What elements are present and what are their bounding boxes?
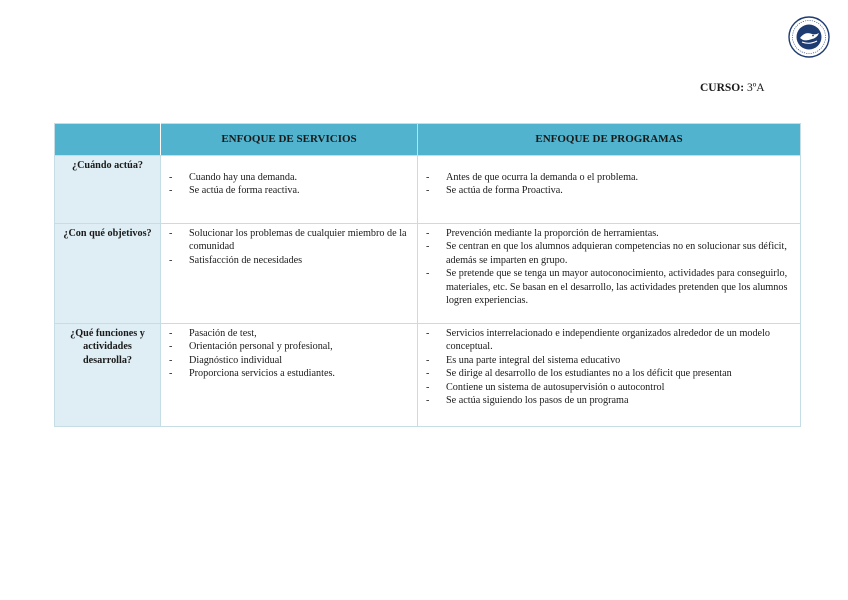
list-item: - Diagnóstico individual	[161, 354, 417, 367]
list-item: - Proporciona servicios a estudiantes.	[161, 367, 417, 380]
course-label-key: CURSO:	[700, 82, 745, 94]
list-item: - Solucionar los problemas de cualquier miembro de la comunidad	[161, 227, 417, 254]
header-servicios: ENFOQUE DE SERVICIOS	[161, 124, 418, 156]
table-row	[55, 324, 801, 427]
programas-cell	[418, 324, 801, 427]
list-item: - Cuando hay una demanda.	[161, 171, 417, 184]
list-item: - Contiene un sistema de autosupervisión o autocontrol	[418, 381, 800, 394]
programas-cell	[418, 224, 801, 324]
list-item: - Prevención mediante la proporción de herramientas.	[418, 227, 800, 240]
comparison-table	[54, 123, 801, 427]
list-item: - Se actúa de forma Proactiva.	[418, 184, 800, 197]
servicios-cell	[161, 324, 418, 427]
list-item: - Se pretende que se tenga un mayor autoconocimiento, actividades para conseguirlo, materiales, etc. Se basan en el desarrollo, las actividades pretenden que los alumnos logren experiencias.	[418, 267, 800, 307]
row-question: ¿Con qué objetivos?	[55, 224, 161, 324]
course-label	[700, 82, 765, 94]
university-seal-icon	[788, 16, 830, 58]
table-row	[55, 156, 801, 224]
list-item: - Antes de que ocurra la demanda o el problema.	[418, 171, 800, 184]
list-item: - Se centran en que los alumnos adquieran competencias no en solucionar sus déficit, además se imparten en grupo.	[418, 240, 800, 267]
list-item: - Es una parte integral del sistema educativo	[418, 354, 800, 367]
list-item: - Pasación de test,	[161, 327, 417, 340]
row-question: ¿Cuándo actúa?	[55, 156, 161, 224]
list-item: - Orientación personal y profesional,	[161, 340, 417, 353]
programas-cell	[418, 156, 801, 224]
course-value: 3ºA	[746, 82, 765, 94]
servicios-cell	[161, 156, 418, 224]
table-row	[55, 224, 801, 324]
servicios-cell	[161, 224, 418, 324]
list-item: - Se actúa siguiendo los pasos de un programa	[418, 394, 800, 407]
list-item: - Servicios interrelacionado e independiente organizados alrededor de un modelo conceptual.	[418, 327, 800, 354]
table-header-row	[55, 124, 801, 156]
list-item: - Satisfacción de necesidades	[161, 254, 417, 267]
row-question: ¿Qué funciones y actividades desarrolla?	[55, 324, 161, 427]
header-programas: ENFOQUE DE PROGRAMAS	[418, 124, 801, 156]
header-corner-cell	[55, 124, 161, 156]
list-item: - Se dirige al desarrollo de los estudiantes no a los déficit que presentan	[418, 367, 800, 380]
list-item: - Se actúa de forma reactiva.	[161, 184, 417, 197]
